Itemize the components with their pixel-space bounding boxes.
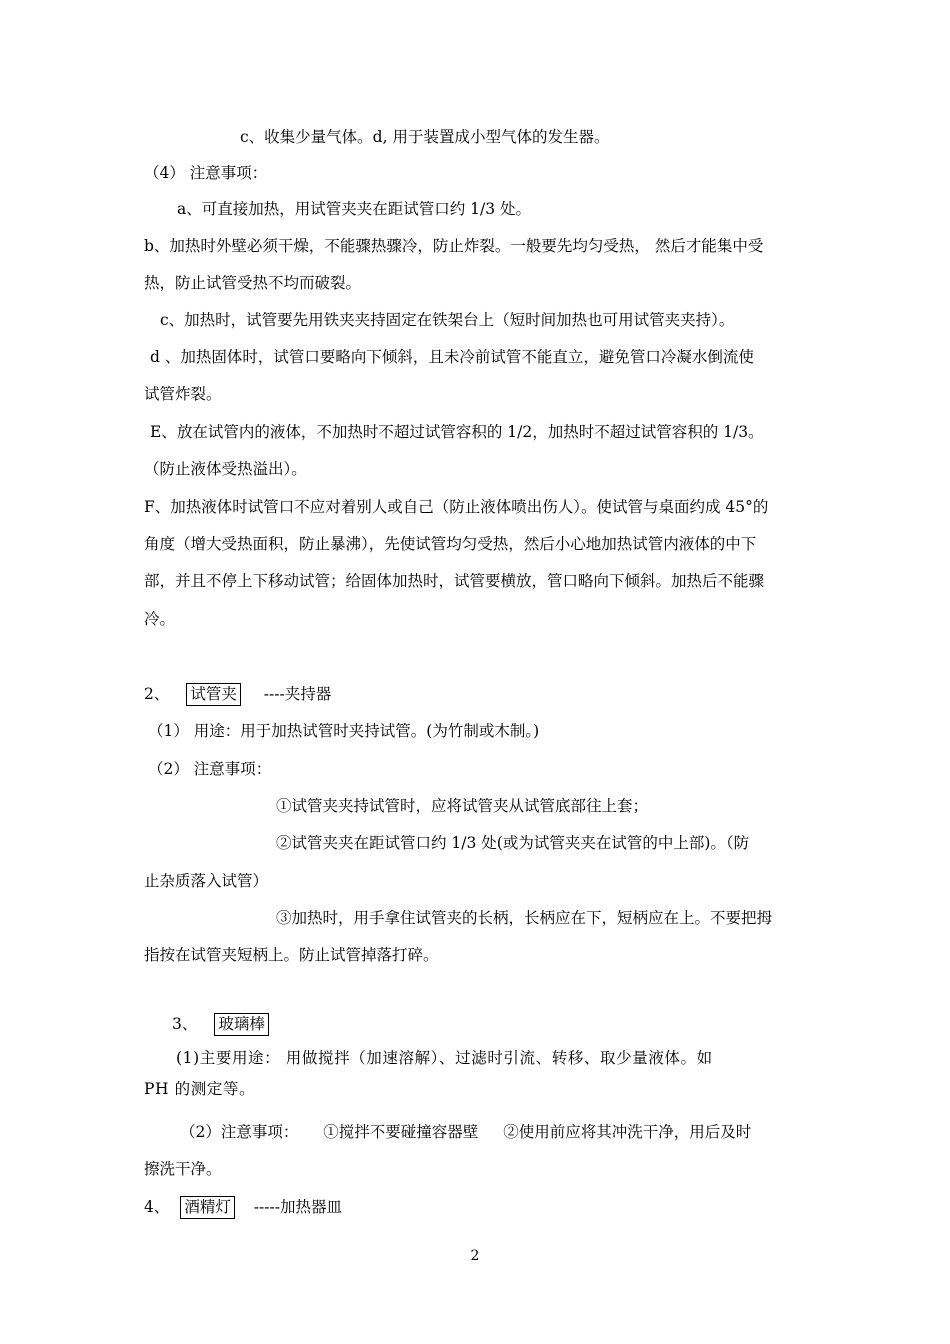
text-line: PH 的测定等。: [144, 1080, 256, 1098]
text-line: b、加热时外壁必须干燥，不能骤热骤冷，防止炸裂。一般要先均匀受热， 然后才能集中受: [144, 237, 764, 255]
text-line: F、加热液体时试管口不应对着别人或自己（防止液体喷出伤人）。使试管与桌面约成 45°的: [144, 498, 769, 516]
section-heading-2: [144, 684, 331, 704]
text-line: 止杂质落入试管）: [144, 872, 269, 890]
section-heading-3: [172, 1014, 269, 1034]
section-number: 4、: [144, 1198, 170, 1216]
text-line: E、放在试管内的液体，不加热时不超过试管容积的 1/2，加热时不超过试管容积的 1/3。: [150, 423, 764, 441]
page-number: 2: [470, 1248, 480, 1264]
text-line: 试管炸裂。: [144, 385, 222, 403]
text-line: ②试管夹夹在距试管口约 1/3 处(或为试管夹夹在试管的中上部)。（防: [276, 834, 750, 852]
text-line: （防止液体受热溢出）。: [144, 460, 307, 478]
text-line: ①试管夹夹持试管时，应将试管夹从试管底部往上套；: [276, 797, 649, 815]
text-line: （2）注意事项： ①搅拌不要碰撞容器壁 ②使用前应将其冲洗干净，用后及时: [180, 1123, 752, 1141]
text-line: d 、加热固体时，试管口要略向下倾斜，且未冷前试管不能直立，避免管口冷凝水倒流使: [150, 348, 754, 366]
term-description: -----加热器皿: [253, 1198, 342, 1216]
section-number: 3、: [172, 1015, 198, 1033]
text-line: 指按在试管夹短柄上。防止试管掉落打碎。: [144, 946, 439, 964]
text-line: 角度（增大受热面积，防止暴沸），先使试管均匀受热，然后小心地加热试管内液体的中下: [144, 535, 757, 553]
text-line: c、收集少量气体。d, 用于装置成小型气体的发生器。: [240, 128, 610, 146]
text-line: （2） 注意事项：: [148, 760, 272, 778]
section-heading-4: [144, 1197, 342, 1217]
boxed-term: 试管夹: [186, 683, 241, 706]
text-line: 热，防止试管受热不均而破裂。: [144, 274, 362, 292]
text-line: c、加热时，试管要先用铁夹夹持固定在铁架台上（短时间加热也可用试管夹夹持）。: [160, 311, 735, 329]
section-number: 2、: [144, 685, 170, 703]
boxed-term: 酒精灯: [180, 1196, 235, 1219]
term-description: ----夹持器: [263, 685, 332, 703]
boxed-term: 玻璃棒: [214, 1013, 269, 1036]
text-line: (1)主要用途： 用做搅拌（加速溶解）、过滤时引流、转移、取少量液体。如: [176, 1049, 713, 1067]
text-line: 部，并且不停上下移动试管；给固体加热时，试管要横放，管口略向下倾斜。加热后不能骤: [144, 572, 765, 590]
text-line: （4） 注意事项：: [144, 164, 268, 182]
text-line: a、可直接加热，用试管夹夹在距试管口约 1/3 处。: [177, 200, 532, 218]
text-line: 冷。: [144, 610, 176, 628]
text-line: ③加热时，用手拿住试管夹的长柄，长柄应在下，短柄应在上。不要把拇: [276, 909, 773, 927]
text-line: （1） 用途：用于加热试管时夹持试管。(为竹制或木制。): [148, 722, 540, 740]
text-line: 擦洗干净。: [144, 1160, 222, 1178]
